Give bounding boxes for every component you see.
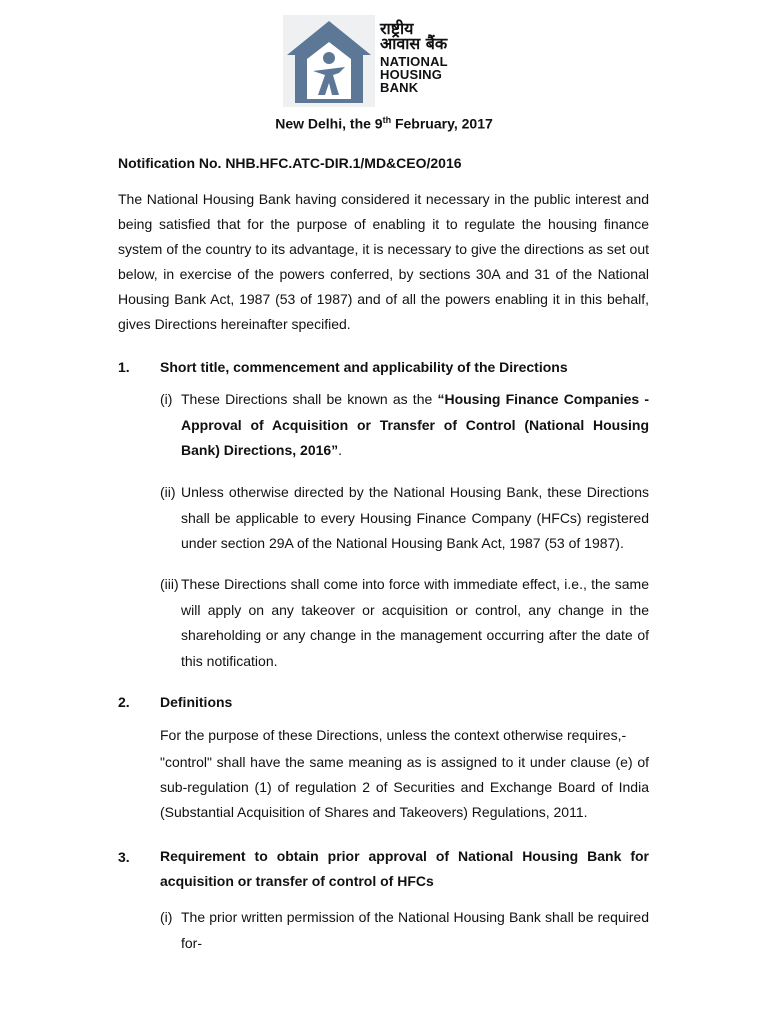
dateline-prefix: New Delhi, the 9 — [275, 115, 383, 132]
section-3-number: 3. — [118, 849, 130, 865]
item-text: These Directions shall be known as the — [181, 391, 438, 407]
section-1-item-iii — [160, 572, 649, 674]
item-text-end: . — [338, 442, 343, 458]
section-1-item-ii — [160, 480, 649, 557]
item-number: (ii) — [160, 484, 176, 500]
section-1-title: Short title, commencement and applicability of the Directions — [160, 359, 568, 375]
section-2-number: 2. — [118, 694, 130, 710]
dateline — [0, 115, 768, 132]
notification-number: Notification No. NHB.HFC.ATC-DIR.1/MD&CEO/2016 — [118, 155, 462, 171]
section-2-lead: For the purpose of these Directions, unless the context otherwise requires,- — [160, 727, 627, 743]
logo-english-line1: NATIONAL — [380, 54, 448, 69]
item-body — [181, 387, 649, 464]
section-3-item-i — [160, 905, 649, 956]
nhb-logo — [283, 15, 483, 107]
section-1-item-i — [160, 387, 649, 464]
logo-hindi-line1: राष्ट्रीय — [380, 19, 414, 38]
item-body: Unless otherwise directed by the National Housing Bank, these Directions shall be applicable to every Housing Finance Company (HFCs) registered under section 29A of the National Housing Bank Act, 1987 (53 of 1987). — [181, 484, 649, 551]
item-body: These Directions shall come into force with immediate effect, i.e., the same will apply on any takeover or acquisition or control, any change in the shareholding or any change in the management occurring after the date of this notification. — [181, 576, 649, 669]
logo-text — [380, 21, 483, 94]
dateline-rest: February, 2017 — [391, 115, 493, 132]
item-body: The prior written permission of the National Housing Bank shall be required for- — [181, 909, 649, 951]
control-definition: "control" shall have the same meaning as is assigned to it under clause (e) of sub-regulation (1) of regulation 2 of Securities and Exchange Board of India (Substantial Acquisition of Shares and Takeovers) Regulations, 2011. — [160, 754, 649, 820]
section-1-number: 1. — [118, 359, 130, 375]
section-3-title: Requirement to obtain prior approval of National Housing Bank for acquisition or transfer of control of HFCs — [160, 848, 649, 889]
item-number: (iii) — [160, 576, 179, 592]
logo-hindi-line2: आवास बैंक — [380, 34, 448, 53]
house-logo-icon — [283, 15, 375, 107]
section-2-title: Definitions — [160, 694, 233, 710]
dateline-ordinal: th — [382, 115, 392, 125]
item-number: (i) — [160, 391, 173, 407]
item-number: (i) — [160, 909, 173, 925]
intro-paragraph: The National Housing Bank having considered it necessary in the public interest and being satisfied that for the purpose of enabling it to regulate the housing finance system of the country to its advantage, it is necessary to give the directions as set out below, in exercise of the powers conferred, by sections 30A and 31 of the National Housing Bank Act, 1987 (53 of 1987) and of all the powers enabling it in this behalf, gives Directions hereinafter specified. — [118, 191, 649, 332]
logo-english-line2: HOUSING BANK — [380, 67, 443, 95]
directions-title: “Housing Finance Companies - Approval of Acquisition or Transfer of Control (National Housing Bank) Directions, 2016” — [181, 391, 649, 458]
